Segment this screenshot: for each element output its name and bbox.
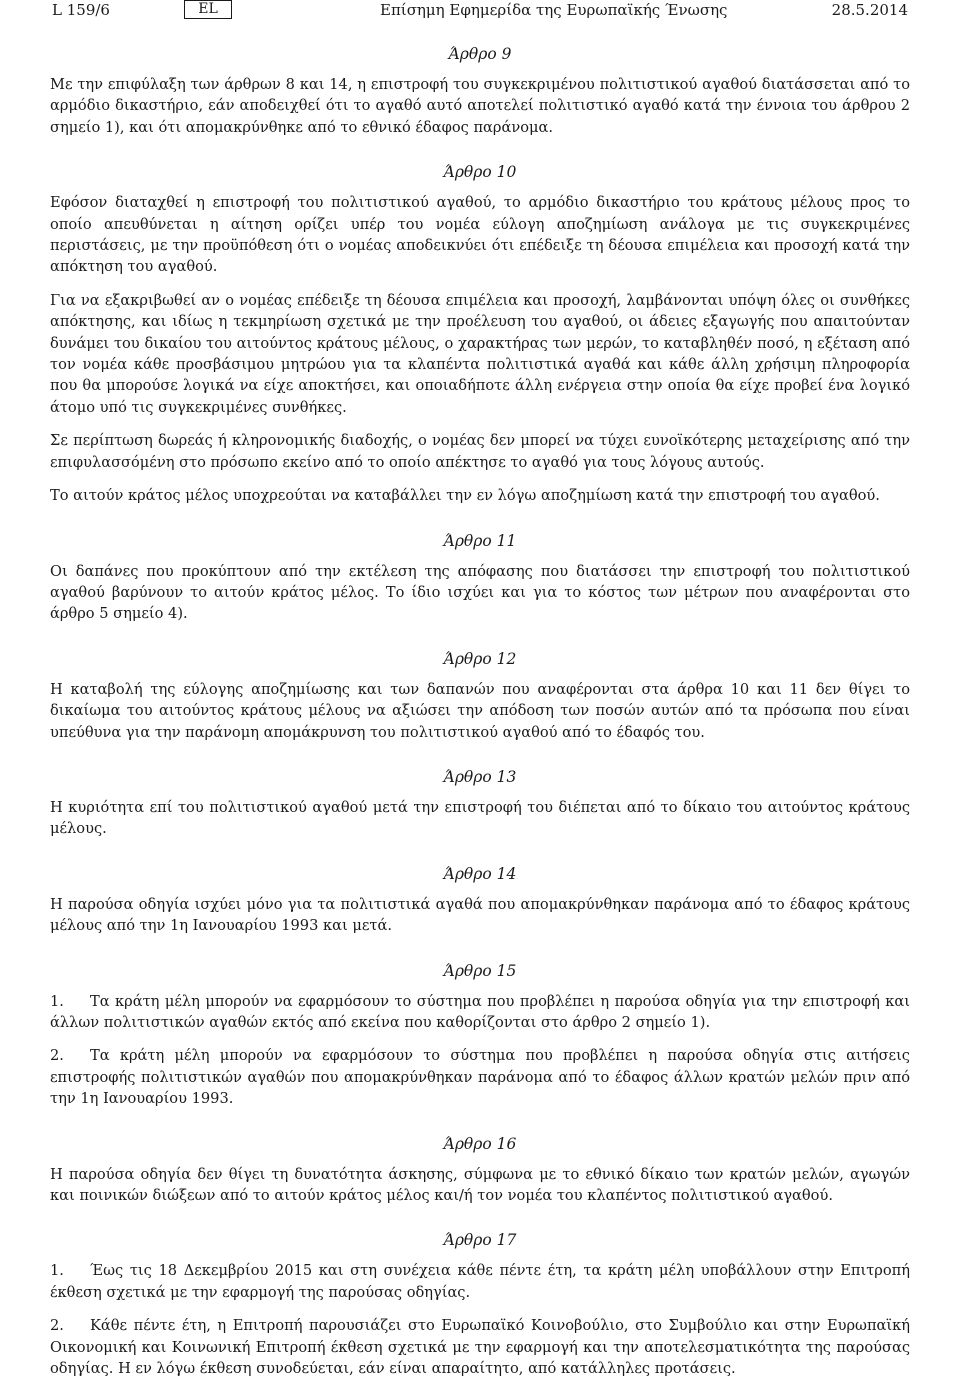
paragraph-text: Τα κράτη μέλη μπορούν να εφαρμόσουν το σύστημα που προβλέπει η παρούσα οδηγία στις αιτήσεις επιστροφής πολιτιστικών αγαθών που απομακρύνθηκαν παράνομα από το έδαφος άλλων κρατών μελών πριν από την 1η Ιανουαρίου 1993. xyxy=(50,1047,910,1108)
article-title: Άρθρο 10 xyxy=(443,163,517,182)
article-title: Άρθρο 16 xyxy=(443,1134,517,1153)
article-13 xyxy=(50,767,910,840)
numbered-paragraph xyxy=(50,1260,910,1303)
article-title: Άρθρο 11 xyxy=(443,531,517,550)
article-paragraph: Η κυριότητα επί του πολιτιστικού αγαθού μετά την επιστροφή του διέπεται από το δίκαιο του αιτούντος κράτους μέλους. xyxy=(50,798,910,838)
article-17 xyxy=(50,1230,910,1379)
article-16 xyxy=(50,1134,910,1207)
article-paragraph: Σε περίπτωση δωρεάς ή κληρονομικής διαδοχής, ο νομέας δεν μπορεί να τύχει ευνοϊκότερης μεταχείρισης από την επιφυλασσόμένη στο πρόσωπο εκείνο από το οποίο απέκτησε το αγαθό για τους λόγους αυτούς. xyxy=(50,432,910,471)
paragraph-text: Κάθε πέντε έτη, η Επιτροπή παρουσιάζει στο Ευρωπαϊκό Κοινοβούλιο, στο Συμβούλιο και στην Ευρωπαϊκή Οικονομική και Κοινωνική Επιτροπή έκθεση σχετικά με την εφαρμογή και την αποτελεσματικότητα της παρούσας οδηγίας. Η εν λόγω έκθεση συνοδεύεται, εάν είναι απαραίτητο, από κατάλληλες προτάσεις. xyxy=(50,1317,910,1378)
numbered-paragraph xyxy=(50,1045,910,1109)
publication-date: 28.5.2014 xyxy=(831,1,908,19)
article-title: Άρθρο 15 xyxy=(443,961,517,980)
page-reference: L 159/6 xyxy=(52,1,110,19)
article-paragraph: Το αιτούν κράτος μέλος υποχρεούται να καταβάλλει την εν λόγω αποζημίωση κατά την επιστροφή του αγαθού. xyxy=(50,487,880,505)
article-12 xyxy=(50,649,910,743)
article-paragraph: Η παρούσα οδηγία ισχύει μόνο για τα πολιτιστικά αγαθά που απομακρύνθηκαν παράνομα από το έδαφος κράτους μέλους από την 1η Ιανουαρίου 1993 και μετά. xyxy=(50,895,910,935)
paragraph-number: 2. xyxy=(50,1047,64,1065)
article-10 xyxy=(50,162,910,506)
paragraph-text: Έως τις 18 Δεκεμβρίου 2015 και στη συνέχεια κάθε πέντε έτη, τα κράτη μέλη υποβάλλουν στην Επιτροπή έκθεση σχετικά με την εφαρμογή της παρούσας οδηγίας. xyxy=(50,1262,910,1301)
article-11 xyxy=(50,531,910,625)
article-paragraph: Για να εξακριβωθεί αν ο νομέας επέδειξε τη δέουσα επιμέλεια και προσοχή, λαμβάνονται υπόψη όλες οι συνθήκες απόκτησης, και ιδίως η τεκμηρίωση σχετικά με την προέλευση του αγαθού, οι άδειες εξαγωγής που απαιτούνταν δυνάμει του δικαίου του αιτούντος κράτους μέλους, ο χαρακτήρας των μερών, το καταβληθέν ποσό, η εξέταση από τον νομέα κάθε προσβάσιμου μητρώου για τα κλαπέντα πολιτιστικά αγαθά και κάθε άλλη χρήσιμη πληροφορία που θα μπορούσε λογικά να είχε αποκτήσει, και οποιαδήποτε άλλη ενέργεια στην οποία θα είχε προβεί ένα λογικό άτομο υπό τις συγκεκριμένες συνθήκες. xyxy=(50,291,910,416)
article-9 xyxy=(50,44,910,138)
numbered-paragraph xyxy=(50,991,910,1034)
paragraph-text: Τα κράτη μέλη μπορούν να εφαρμόσουν το σύστημα που προβλέπει η παρούσα οδηγία για την επιστροφή και άλλων πολιτιστικών αγαθών εκτός από εκείνα που καθορίζονται στο άρθρο 2 σημείο 1). xyxy=(50,992,910,1031)
article-paragraph: Οι δαπάνες που προκύπτουν από την εκτέλεση της απόφασης που διατάσσει την επιστροφή του πολιτιστικού αγαθού βαρύνουν το αιτούν κράτος μέλος. Το ίδιο ισχύει και για το κόστος των μέτρων που αναφέρονται στο άρθρο 5 σημείο 4). xyxy=(50,562,910,623)
article-15 xyxy=(50,961,910,1110)
numbered-paragraph xyxy=(50,1315,910,1379)
paragraph-number: 1. xyxy=(50,992,64,1010)
article-paragraph: Η παρούσα οδηγία δεν θίγει τη δυνατότητα άσκησης, σύμφωνα με το εθνικό δίκαιο των κρατών μελών, αγωγών και ποινικών διώξεων από το αιτούν κράτος μέλος και/ή τον νομέα του κλαπέντος πολιτιστικού αγαθού. xyxy=(50,1165,910,1204)
article-title: Άρθρο 12 xyxy=(443,649,517,668)
article-paragraph: Εφόσον διαταχθεί η επιστροφή του πολιτιστικού αγαθού, το αρμόδιο δικαστήριο του κράτους μέλους προς το οποίο απευθύνεται η αίτηση ορίζει υπέρ του νομέα εύλογη αποζημίωση ανάλογα με τις συγκεκριμένες περιστάσεις, με την προϋπόθεση ότι ο νομέας αποδεικνύει ότι επέδειξε τη δέουσα επιμέλεια και προσοχή κατά την απόκτηση του αγαθού. xyxy=(50,194,910,276)
article-title: Άρθρο 9 xyxy=(448,45,512,63)
article-title: Άρθρο 13 xyxy=(443,767,517,786)
paragraph-number: 2. xyxy=(50,1317,64,1335)
page-header xyxy=(50,0,910,26)
article-paragraph: Με την επιφύλαξη των άρθρων 8 και 14, η επιστροφή του συγκεκριμένου πολιτιστικού αγαθού διατάσσεται από το αρμόδιο δικαστήριο, εάν αποδειχθεί ότι το αγαθό αυτό αποτελεί πολιτιστικό αγαθό κατά την έννοια του άρθρου 2 σημείο 1), και ότι απομακρύνθηκε από το εθνικό έδαφος παράνομα. xyxy=(50,76,910,136)
article-14 xyxy=(50,864,910,937)
article-paragraph: Η καταβολή της εύλογης αποζημίωσης και των δαπανών που αναφέρονται στα άρθρα 10 και 11 δεν θίγει το δικαίωμα του αιτούντος κράτους μέλους να αξιώσει την απόδοση των ποσών αυτών από τα πρόσωπα που είναι υπεύθυνα για την παράνομη απομάκρυνση του πολιτιστικού αγαθού από το έδαφός του. xyxy=(50,680,910,741)
article-title: Άρθρο 17 xyxy=(443,1231,517,1250)
article-title: Άρθρο 14 xyxy=(443,864,517,883)
journal-title: Επίσημη Εφημερίδα της Ευρωπαϊκής Ένωσης xyxy=(380,1,728,19)
language-badge: EL xyxy=(184,0,232,19)
paragraph-number: 1. xyxy=(50,1262,64,1280)
